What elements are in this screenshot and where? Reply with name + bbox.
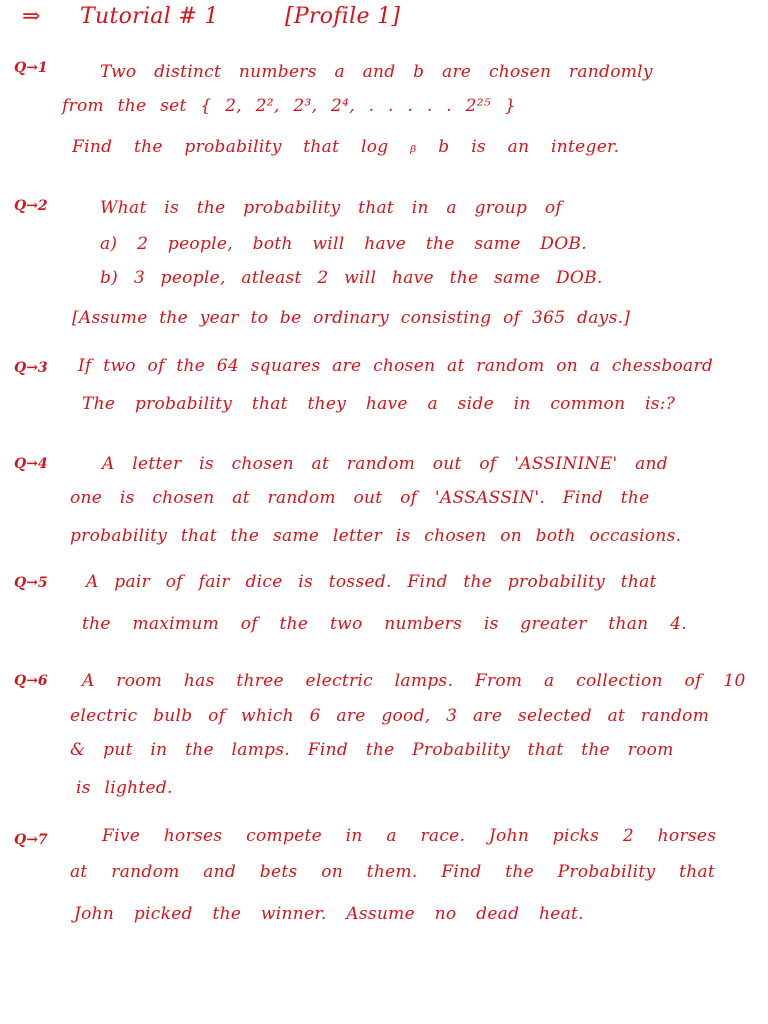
q3-line-1: If two of the 64 squares are chosen at random on a chessboard <box>78 356 714 376</box>
question-label-4: Q→4 <box>14 456 48 472</box>
q1-line-1: Two distinct numbers a and b are chosen randomly <box>100 62 653 82</box>
q1-line-3: Find the probability that log ᵦ b is an integer. <box>72 137 620 157</box>
q7-line-2: at random and bets on them. Find the Probability that <box>70 862 716 882</box>
q7-line-3: John picked the winner. Assume no dead heat. <box>74 904 584 924</box>
question-label-1: Q→1 <box>14 60 48 76</box>
page-title: Tutorial # 1 <box>80 4 219 29</box>
question-label-7: Q→7 <box>14 832 48 848</box>
question-label-6: Q→6 <box>14 673 48 689</box>
q2-line-2: a) 2 people, both will have the same DOB. <box>100 234 587 254</box>
q5-line-1: A pair of fair dice is tossed. Find the probability that <box>86 572 657 592</box>
q6-line-2: electric bulb of which 6 are good, 3 are selected at random <box>70 706 710 726</box>
q7-line-1: Five horses compete in a race. John picks 2 horses <box>102 826 717 846</box>
q1-line-2: from the set { 2, 2², 2³, 2⁴, . . . . . 2²⁵ } <box>62 96 516 116</box>
question-label-5: Q→5 <box>14 575 48 591</box>
q2-line-4: [Assume the year to be ordinary consisting of 365 days.] <box>72 308 631 328</box>
q5-line-2: the maximum of the two numbers is greater than 4. <box>82 614 687 634</box>
q6-line-3: & put in the lamps. Find the Probability that the room <box>70 740 674 760</box>
q4-line-3: probability that the same letter is chosen on both occasions. <box>70 526 682 546</box>
q4-line-2: one is chosen at random out of 'ASSASSIN'. Find the <box>70 488 650 508</box>
question-label-2: Q→2 <box>14 198 48 214</box>
profile-tag: [Profile 1] <box>285 4 401 29</box>
q2-line-1: What is the probability that in a group of <box>100 198 562 218</box>
q2-line-3: b) 3 people, atleast 2 will have the same DOB. <box>100 268 603 288</box>
q3-line-2: The probability that they have a side in common is:? <box>82 394 676 414</box>
q6-line-1: A room has three electric lamps. From a collection of 10 <box>82 671 746 691</box>
header-arrow: ⇒ <box>22 4 41 29</box>
q4-line-1: A letter is chosen at random out of 'ASSININE' and <box>102 454 668 474</box>
q6-line-4: is lighted. <box>76 778 173 798</box>
question-label-3: Q→3 <box>14 360 48 376</box>
